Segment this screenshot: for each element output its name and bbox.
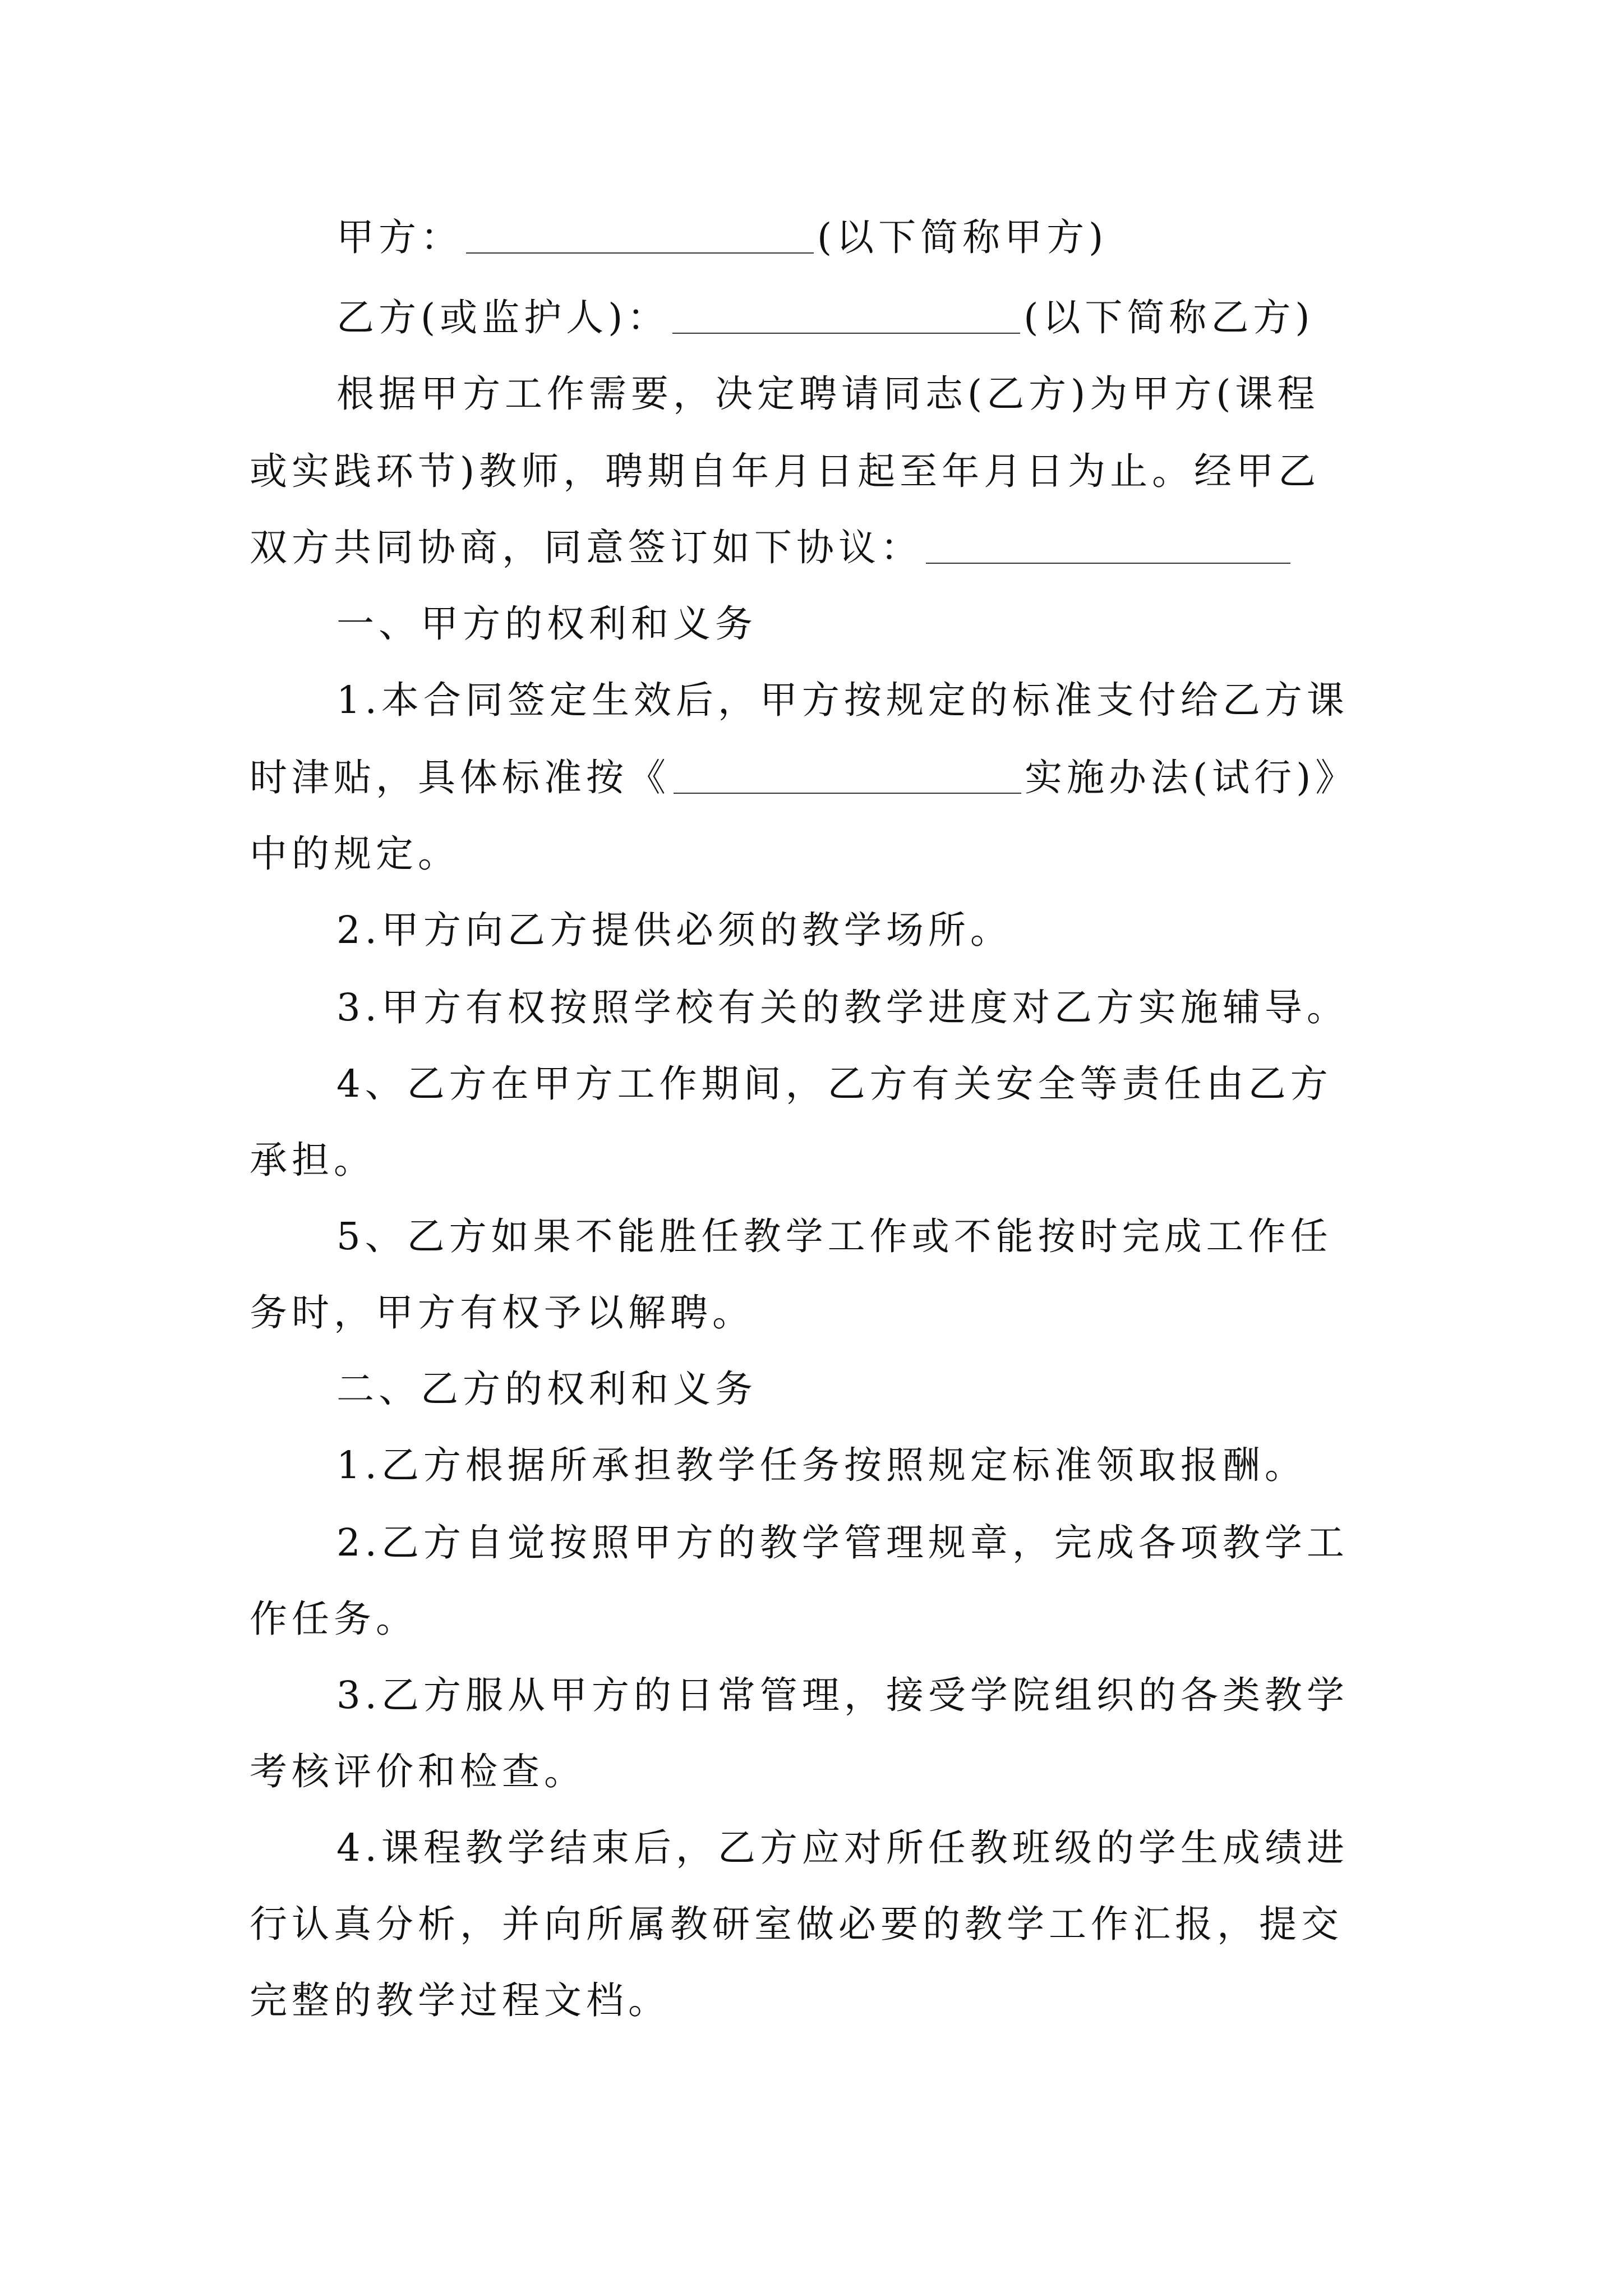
intro-line-2: 或实践环节)教师，聘期自年月日起至年月日为止。经甲乙 xyxy=(250,449,1321,493)
section-1-item-1-prefix: 时津贴，具体标准按《 xyxy=(250,756,670,799)
party-a-label: 甲方： xyxy=(336,215,463,259)
section-1-item-1-suffix: 实施办法(试行)》 xyxy=(1025,756,1358,799)
party-b-line xyxy=(336,295,1315,340)
intro-line-3-text: 双方共同协商，同意签订如下协议： xyxy=(250,526,923,569)
section-1-item-5-line-2: 务时，甲方有权予以解聘。 xyxy=(250,1291,754,1335)
section-1-item-4-line-1: 4、乙方在甲方工作期间，乙方有关安全等责任由乙方 xyxy=(336,1062,1332,1106)
section-2-item-4-line-1: 4.课程教学结束后，乙方应对所任教班级的学生成绩进 xyxy=(336,1826,1349,1870)
party-a-line xyxy=(336,215,1108,260)
section-2-heading: 二、乙方的权利和义务 xyxy=(336,1367,757,1411)
section-1-item-2: 2.甲方向乙方提供必须的教学场所。 xyxy=(336,908,1012,952)
intro-line-1: 根据甲方工作需要，决定聘请同志(乙方)为甲方(课程 xyxy=(336,372,1320,416)
section-1-heading: 一、甲方的权利和义务 xyxy=(336,602,757,646)
section-2-item-2-line-1: 2.乙方自觉按照甲方的教学管理规章，完成各项教学工 xyxy=(336,1521,1349,1565)
section-2-item-3-line-1: 3.乙方服从甲方的日常管理，接受学院组织的各类教学 xyxy=(336,1673,1349,1717)
section-2-item-4-line-3: 完整的教学过程文档。 xyxy=(250,1978,670,2022)
party-a-blank xyxy=(466,219,814,254)
section-1-item-5-line-1: 5、乙方如果不能胜任教学工作或不能按时完成工作任 xyxy=(336,1214,1332,1258)
section-2-item-2-line-2: 作任务。 xyxy=(250,1597,418,1641)
section-2-item-1: 1.乙方根据所承担教学任务按照规定标准领取报酬。 xyxy=(336,1443,1307,1487)
party-b-label: 乙方(或监护人)： xyxy=(336,296,670,339)
section-1-item-3: 3.甲方有权按照学校有关的教学进度对乙方实施辅导。 xyxy=(336,986,1349,1029)
regulation-name-blank xyxy=(674,759,1021,794)
section-2-item-3-line-2: 考核评价和检查。 xyxy=(250,1750,586,1793)
section-2-item-4-line-2: 行认真分析，并向所属教研室做必要的教学工作汇报，提交 xyxy=(250,1902,1343,1946)
party-b-blank xyxy=(672,299,1020,334)
intro-line-3 xyxy=(250,525,1294,570)
section-1-item-1-line-2 xyxy=(250,755,1357,800)
section-1-item-1-line-3: 中的规定。 xyxy=(250,832,460,876)
section-1-item-1-line-1: 1.本合同签定生效后，甲方按规定的标准支付给乙方课 xyxy=(336,678,1349,722)
intro-blank xyxy=(926,529,1290,564)
party-b-suffix: (以下简称乙方) xyxy=(1023,296,1315,339)
section-1-item-4-line-2: 承担。 xyxy=(250,1138,376,1182)
party-a-suffix: (以下简称甲方) xyxy=(817,215,1108,259)
